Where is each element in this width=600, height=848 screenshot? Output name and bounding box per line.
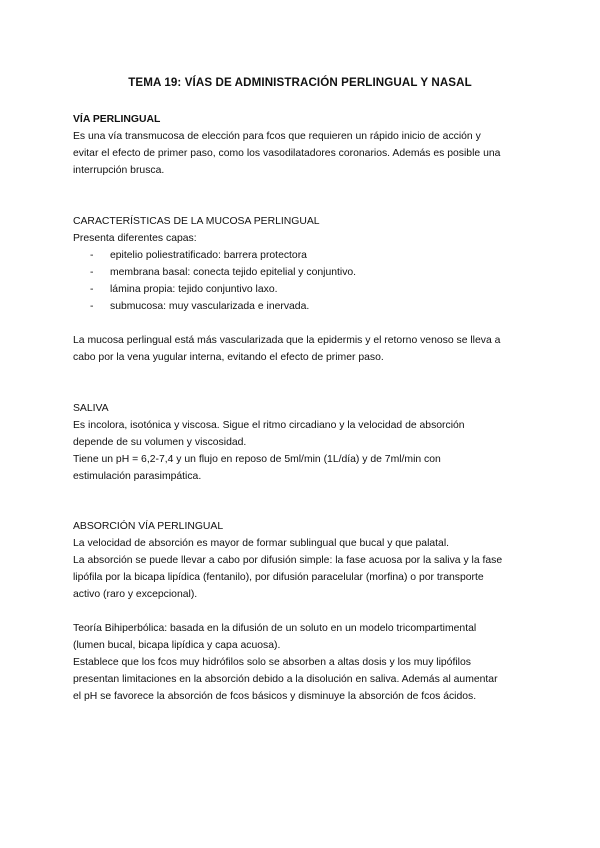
bullet-dash: - bbox=[90, 301, 94, 312]
list-item-text: membrana basal: conecta tejido epitelial y conjuntivo. bbox=[110, 267, 357, 278]
section-heading-caracteristicas: CARACTERÍSTICAS DE LA MUCOSA PERLINGUAL bbox=[73, 216, 320, 227]
paragraph-line: cabo por la vena yugular interna, evitando el efecto de primer paso. bbox=[73, 352, 384, 363]
paragraph-line: Tiene un pH = 6,2-7,4 y un flujo en reposo de 5ml/min (1L/día) y de 7ml/min con bbox=[73, 454, 441, 465]
section-teoria-bihiperbolica bbox=[73, 620, 533, 705]
section-saliva bbox=[73, 400, 533, 485]
paragraph-line: La velocidad de absorción es mayor de formar sublingual que bucal y que palatal. bbox=[73, 538, 450, 549]
section-heading-absorcion: ABSORCIÓN VÍA PERLINGUAL bbox=[73, 521, 224, 532]
paragraph-line: (lumen bucal, bicapa lipídica y capa acuosa). bbox=[73, 640, 281, 651]
list-item-text: submucosa: muy vascularizada e inervada. bbox=[110, 301, 310, 312]
paragraph-line: Teoría Bihiperbólica: basada en la difusión de un soluto en un modelo tricompartimental bbox=[73, 623, 477, 634]
list-item bbox=[73, 247, 533, 264]
section-absorcion bbox=[73, 518, 533, 603]
list-item-text: epitelio poliestratificado: barrera protectora bbox=[110, 250, 307, 261]
list-item-text: lámina propia: tejido conjuntivo laxo. bbox=[110, 284, 278, 295]
paragraph-line: activo (raro y excepcional). bbox=[73, 589, 198, 600]
paragraph-line: La absorción se puede llevar a cabo por difusión simple: la fase acuosa por la saliva y la fase bbox=[73, 555, 503, 566]
bullet-dash: - bbox=[90, 284, 94, 295]
document-title: TEMA 19: VÍAS DE ADMINISTRACIÓN PERLINGUAL Y NASAL bbox=[128, 76, 472, 89]
paragraph-line: presentan limitaciones en la absorción debido a la disolución en saliva. Además al aumentar bbox=[73, 674, 498, 685]
paragraph-line: depende de su volumen y viscosidad. bbox=[73, 437, 247, 448]
paragraph-line: estimulación parasimpática. bbox=[73, 471, 202, 482]
list-item bbox=[73, 264, 533, 281]
bullet-dash: - bbox=[90, 250, 94, 261]
paragraph-line: evitar el efecto de primer paso, como los vasodilatadores coronarios. Además es posible una bbox=[73, 148, 501, 159]
paragraph-line: Es incolora, isotónica y viscosa. Sigue el ritmo circadiano y la velocidad de absorción bbox=[73, 420, 465, 431]
section-caracteristicas-note bbox=[73, 332, 533, 366]
paragraph-line: el pH se favorece la absorción de fcos básicos y disminuye la absorción de fcos ácidos. bbox=[73, 691, 477, 702]
list-item bbox=[73, 298, 533, 315]
paragraph-line: interrupción brusca. bbox=[73, 165, 165, 176]
paragraph-line: La mucosa perlingual está más vascularizada que la epidermis y el retorno venoso se lleva a bbox=[73, 335, 501, 346]
section-heading-via-perlingual: VÍA PERLINGUAL bbox=[73, 114, 161, 125]
section-heading-saliva: SALIVA bbox=[73, 403, 109, 414]
paragraph-line: Establece que los fcos muy hidrófilos solo se absorben a altas dosis y los muy lipófilos bbox=[73, 657, 471, 668]
paragraph-line: lipófila por la bicapa lipídica (fentanilo), por difusión paracelular (morfina) o por transporte bbox=[73, 572, 484, 583]
intro-text: Presenta diferentes capas: bbox=[73, 233, 197, 244]
mucosa-layers-list bbox=[73, 247, 533, 315]
section-via-perlingual bbox=[73, 111, 533, 179]
section-caracteristicas bbox=[73, 213, 533, 315]
bullet-dash: - bbox=[90, 267, 94, 278]
list-item bbox=[73, 281, 533, 298]
paragraph-line: Es una vía transmucosa de elección para fcos que requieren un rápido inicio de acción y bbox=[73, 131, 481, 142]
